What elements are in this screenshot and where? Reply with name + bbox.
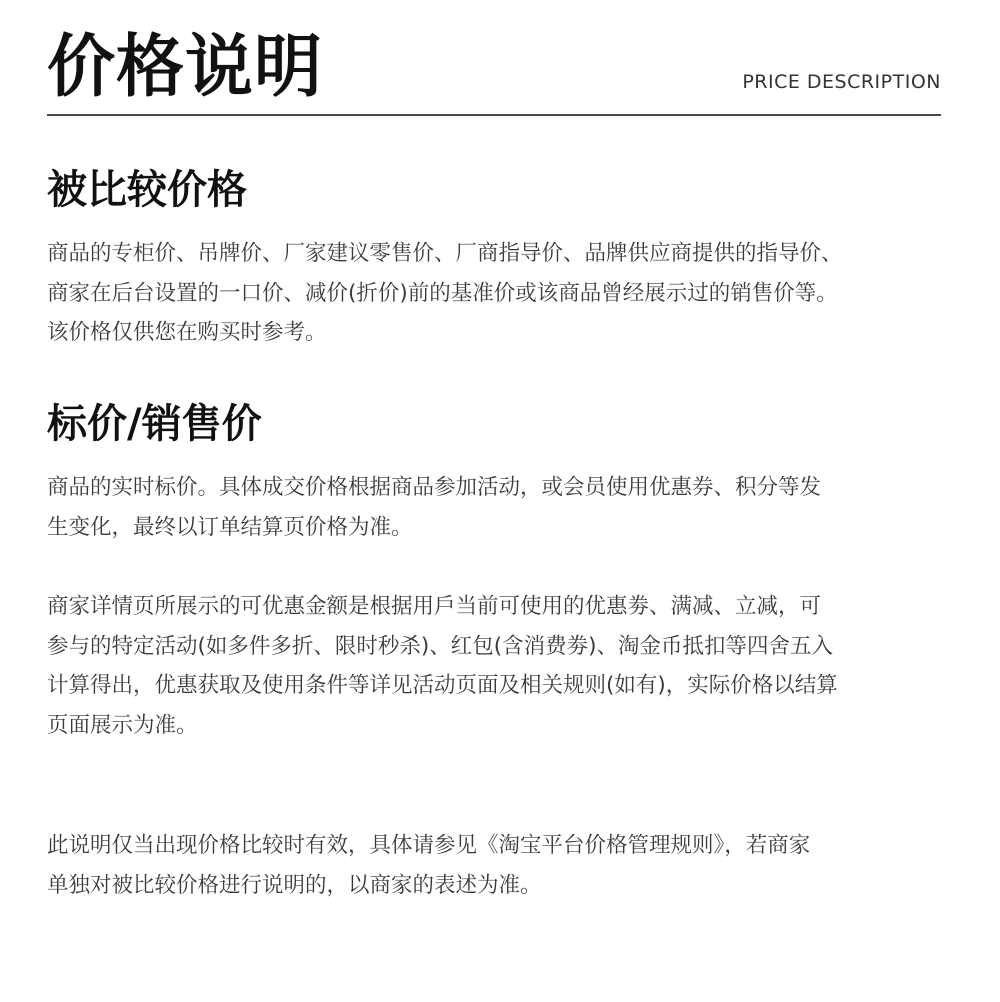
text-line: 商家详情页所展示的可优惠金额是根据用戶当前可使用的优惠劵、满减、立减，可: [47, 594, 822, 619]
text-line: 该价格仅供您在购买时参考。: [47, 320, 327, 345]
text-line: 页面展示为准。: [47, 712, 198, 738]
text-line: 计算得出，优惠获取及使用条件等详见活动页面及相关规则(如有)，实际价格以结算: [47, 673, 838, 698]
text-line: 商家在后台设置的一口价、减价(折价)前的基准价或该商品曾经展示过的销售价等。: [47, 280, 838, 306]
text-line: 商品的专柜价、吊牌价、厂家建议零售价、厂商指导价、品牌供应商提供的指导价、: [47, 241, 843, 266]
compared-price-description: [47, 234, 947, 353]
page-header: [47, 22, 941, 116]
page-subtitle: PRICE DESCRIPTION: [742, 71, 941, 93]
section-title-list-price: 标价/销售价: [47, 401, 262, 447]
text-line: 生变化，最终以订单结算页价格为准。: [47, 514, 413, 540]
footer-note: [47, 826, 947, 905]
text-line: 商品的实时标价。具体成交价格根据商品参加活动，或会员使用优惠券、积分等发: [47, 475, 822, 500]
section-title-compared-price: 被比较价格: [47, 167, 247, 213]
page-title: 价格说明: [47, 28, 324, 107]
list-price-description: [47, 468, 947, 547]
discount-description: [47, 587, 947, 745]
text-line: 参与的特定活动(如多件多折、限时秒杀)、红包(含消费劵)、淘金币抵扣等四舍五入: [47, 633, 834, 659]
text-line: 此说明仅当出现价格比较时有效，具体请参见《淘宝平台价格管理规则》，若商家: [47, 833, 811, 858]
text-line: 单独对被比较价格进行说明的，以商家的表述为准。: [47, 872, 542, 898]
